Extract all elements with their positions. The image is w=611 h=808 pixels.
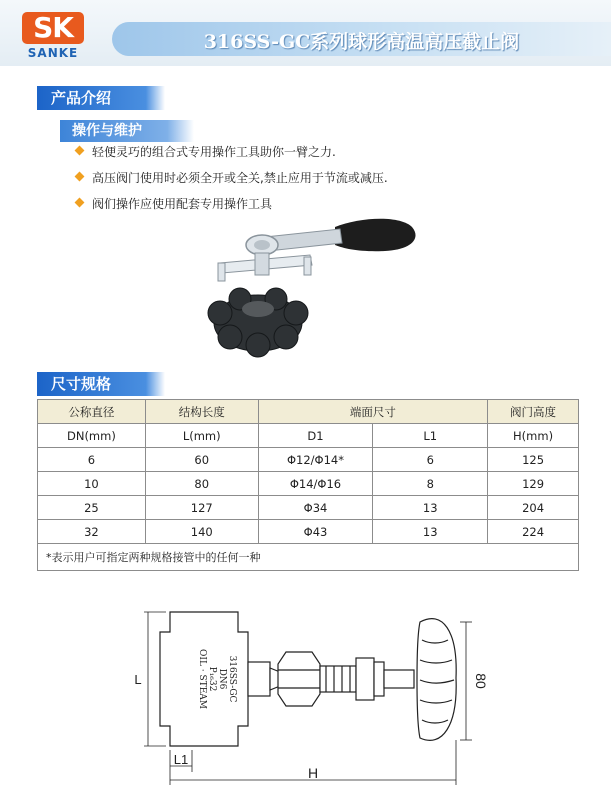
table-cell: 8 bbox=[373, 472, 488, 496]
table-units-row bbox=[38, 424, 579, 448]
section-label-intro: 产品介绍 bbox=[37, 86, 165, 110]
table-cell: 80 bbox=[145, 472, 258, 496]
table-header-cell: 结构长度 bbox=[145, 400, 258, 424]
table-row bbox=[38, 448, 579, 472]
body-marking: DN6 bbox=[217, 668, 227, 690]
table-note: *表示用户可指定两种规格接管中的任何一种 bbox=[38, 544, 579, 571]
table-cell: 6 bbox=[373, 448, 488, 472]
table-cell: 13 bbox=[373, 520, 488, 544]
spec-table bbox=[37, 399, 579, 571]
table-cell: Φ43 bbox=[258, 520, 373, 544]
table-cell: 32 bbox=[38, 520, 146, 544]
list-item: 轻便灵巧的组合式专用操作工具助你一臂之力. bbox=[76, 145, 388, 171]
table-cell: 125 bbox=[488, 448, 579, 472]
table-header-cell: 阀门高度 bbox=[488, 400, 579, 424]
table-cell: 204 bbox=[488, 496, 579, 520]
dimension-label-80: 80 bbox=[473, 673, 489, 689]
table-row bbox=[38, 472, 579, 496]
diamond-bullet-icon bbox=[75, 198, 85, 208]
table-cell: 25 bbox=[38, 496, 146, 520]
operating-tool-image bbox=[200, 205, 420, 365]
table-cell: Φ12/Φ14* bbox=[258, 448, 373, 472]
table-header-row bbox=[38, 400, 579, 424]
table-row bbox=[38, 496, 579, 520]
brand-logo: SK bbox=[22, 12, 84, 44]
table-cell: 129 bbox=[488, 472, 579, 496]
diamond-bullet-icon bbox=[75, 172, 85, 182]
table-cell: 6 bbox=[38, 448, 146, 472]
table-header-cell: 公称直径 bbox=[38, 400, 146, 424]
diamond-bullet-icon bbox=[75, 146, 85, 156]
table-cell: 10 bbox=[38, 472, 146, 496]
table-header-cell: 端面尺寸 bbox=[258, 400, 487, 424]
brand-name: SANKE bbox=[27, 46, 79, 60]
table-cell: Φ14/Φ16 bbox=[258, 472, 373, 496]
dimension-label-L1: L1 bbox=[173, 752, 189, 767]
table-cell: 127 bbox=[145, 496, 258, 520]
table-cell: L1 bbox=[373, 424, 488, 448]
table-note-row bbox=[38, 544, 579, 571]
table-cell: 60 bbox=[145, 448, 258, 472]
sub-label-operation: 操作与维护 bbox=[60, 120, 194, 142]
title-bar bbox=[112, 22, 611, 56]
valve-drawing bbox=[130, 600, 490, 795]
table-cell: Φ34 bbox=[258, 496, 373, 520]
table-cell: DN(mm) bbox=[38, 424, 146, 448]
list-item: 阀们操作应使用配套专用操作工具 bbox=[76, 197, 388, 223]
body-marking: P₁₆32 bbox=[207, 666, 217, 692]
dimension-label-L: L bbox=[134, 672, 142, 687]
body-marking: 316SS-GC bbox=[227, 655, 237, 703]
list-item: 高压阀门使用时必须全开或全关,禁止应用于节流或减压. bbox=[76, 171, 388, 197]
page-header bbox=[0, 0, 611, 66]
table-cell: 224 bbox=[488, 520, 579, 544]
table-cell: 140 bbox=[145, 520, 258, 544]
table-cell: H(mm) bbox=[488, 424, 579, 448]
section-label-size: 尺寸规格 bbox=[37, 372, 165, 396]
body-marking: OIL · STEAM bbox=[197, 649, 207, 709]
dimension-label-H: H bbox=[307, 765, 319, 781]
table-cell: D1 bbox=[258, 424, 373, 448]
table-row bbox=[38, 520, 579, 544]
table-cell: 13 bbox=[373, 496, 488, 520]
page-title: 316SS-GC系列球形高温高压截止阀 bbox=[203, 31, 520, 53]
table-cell: L(mm) bbox=[145, 424, 258, 448]
